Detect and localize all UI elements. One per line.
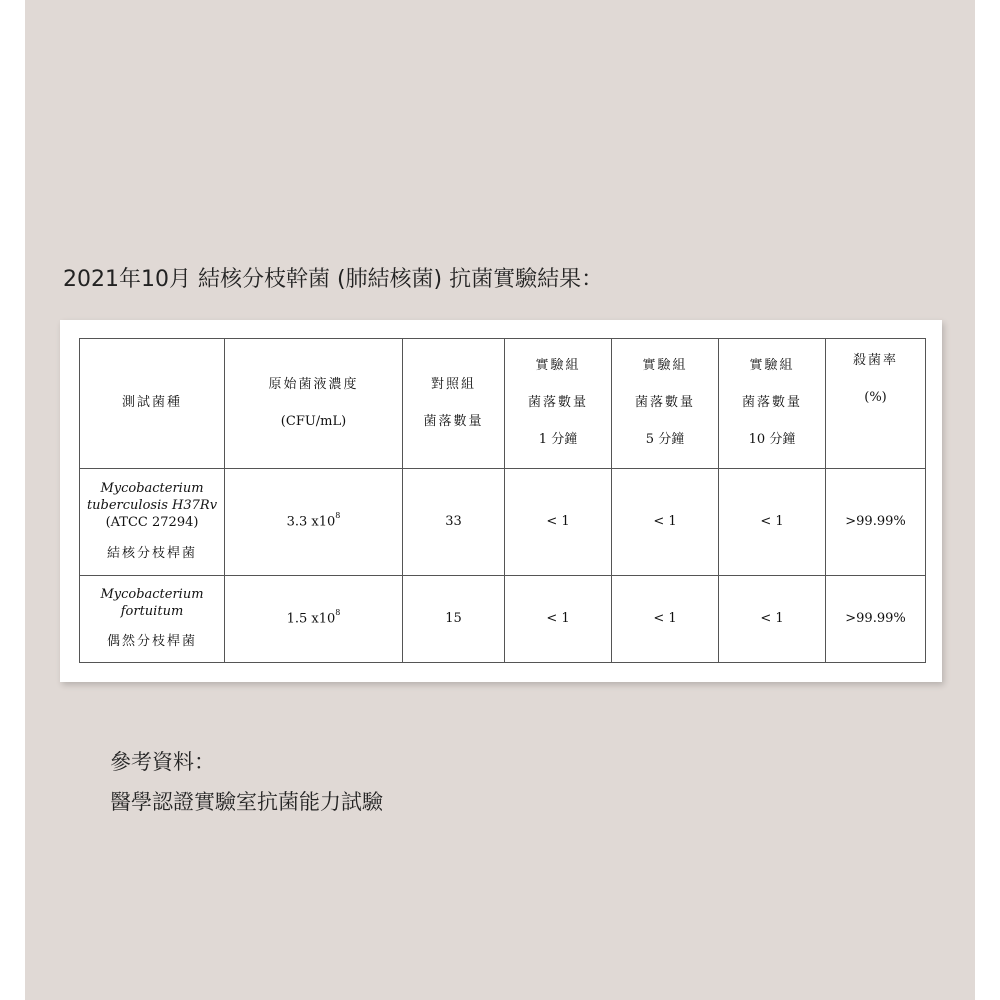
- concentration-cell: [225, 469, 403, 576]
- concentration-base: 1.5 x10: [286, 611, 336, 627]
- species-chinese-name: 結核分枝桿菌: [106, 545, 197, 561]
- references-label: 參考資料：: [110, 750, 215, 774]
- header-exp5-line3: 5 分鐘: [645, 431, 685, 447]
- header-exp5-line1: 實驗組: [642, 358, 688, 374]
- header-exp5: [612, 339, 719, 469]
- table-row: [80, 576, 926, 663]
- header-exp1-line3: 1 分鐘: [538, 431, 578, 447]
- header-exp1-line2: 菌落數量: [527, 395, 588, 411]
- header-exp10-line3: 10 分鐘: [748, 431, 796, 447]
- concentration-cell: [225, 576, 403, 663]
- exp1-cell: < 1: [505, 576, 612, 663]
- exp10-cell: < 1: [719, 469, 826, 576]
- header-concentration-line2: (CFU/mL): [280, 413, 347, 429]
- species-latin-line1: Mycobacterium: [100, 481, 204, 497]
- exp1-cell: < 1: [505, 469, 612, 576]
- page-title: 2021年10月 結核分枝幹菌 (肺結核菌) 抗菌實驗結果：: [63, 267, 604, 292]
- control-cell: 15: [403, 576, 505, 663]
- results-card: [60, 320, 942, 682]
- table-row: [80, 469, 926, 576]
- header-exp1: [505, 339, 612, 469]
- species-latin-line1: Mycobacterium: [100, 586, 204, 602]
- kill-rate-cell: >99.99%: [826, 576, 926, 663]
- header-concentration-line1: 原始菌液濃度: [268, 376, 359, 392]
- header-kill-rate-line1: 殺菌率: [852, 353, 898, 368]
- concentration-exponent: 8: [335, 510, 341, 520]
- header-control: [403, 339, 505, 469]
- header-kill-rate-line2: (%): [864, 389, 887, 405]
- species-cell: [80, 469, 225, 576]
- species-latin-line2: tuberculosis H37Rv: [86, 498, 218, 514]
- species-code: (ATCC 27294): [105, 515, 199, 530]
- header-exp10: [719, 339, 826, 469]
- header-species: [80, 339, 225, 469]
- header-control-line1: 對照組: [430, 376, 476, 392]
- header-concentration: [225, 339, 403, 469]
- results-table: [79, 338, 926, 663]
- concentration-base: 3.3 x10: [286, 514, 336, 530]
- header-exp1-line1: 實驗組: [535, 358, 581, 374]
- kill-rate-cell: >99.99%: [826, 469, 926, 576]
- references-source: 醫學認證實驗室抗菌能力試驗: [110, 790, 383, 814]
- concentration-exponent: 8: [335, 607, 341, 617]
- header-species-label: 測試菌種: [121, 395, 182, 411]
- header-kill-rate: [826, 339, 926, 469]
- header-exp5-line2: 菌落數量: [634, 395, 695, 411]
- header-row: [80, 339, 926, 469]
- exp10-cell: < 1: [719, 576, 826, 663]
- species-latin-line2: fortuitum: [120, 603, 184, 619]
- header-control-line2: 菌落數量: [423, 413, 484, 429]
- control-cell: 33: [403, 469, 505, 576]
- species-cell: [80, 576, 225, 663]
- species-chinese-name: 偶然分枝桿菌: [106, 634, 197, 650]
- exp5-cell: < 1: [612, 469, 719, 576]
- header-exp10-line2: 菌落數量: [741, 395, 802, 411]
- header-exp10-line1: 實驗組: [749, 358, 795, 374]
- exp5-cell: < 1: [612, 576, 719, 663]
